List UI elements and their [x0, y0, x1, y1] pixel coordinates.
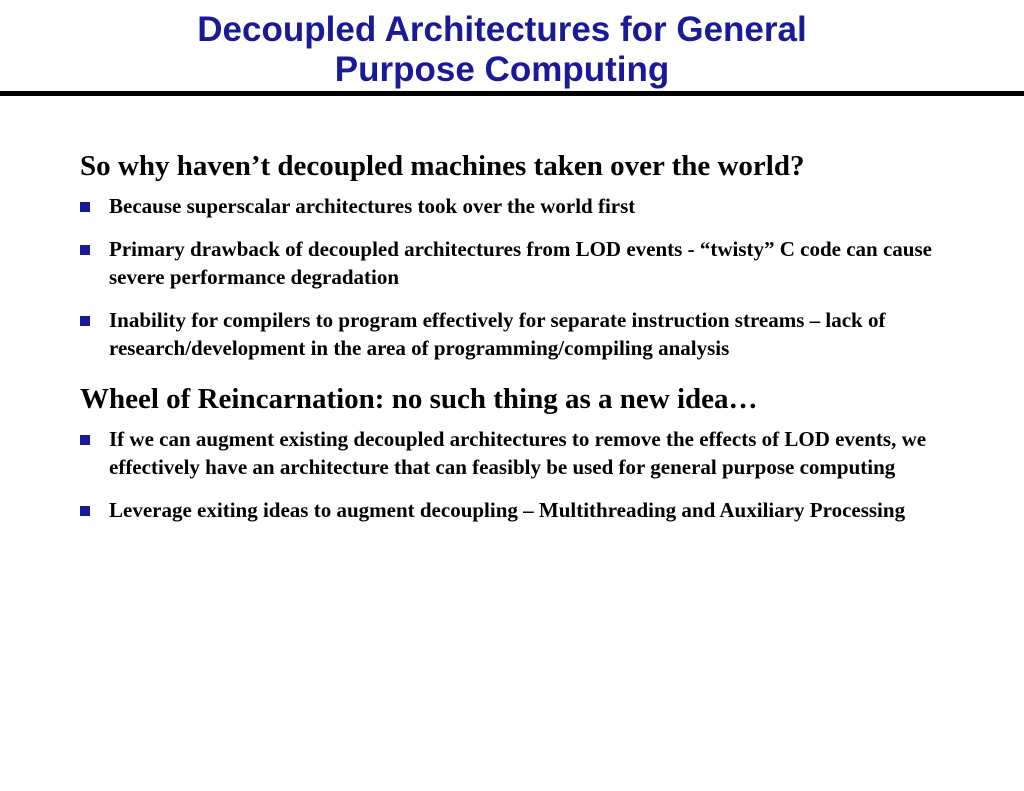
slide-title: [0, 10, 1004, 90]
bullet-text: Primary drawback of decoupled architectures from LOD events - “twisty” C code can cause severe performance degradation: [109, 237, 932, 289]
bullet-item: [80, 496, 980, 524]
bullet-item: [80, 306, 980, 362]
section-why-not-decoupled: [80, 144, 980, 362]
square-bullet-icon: [80, 435, 90, 445]
bullet-item: [80, 192, 980, 220]
bullet-text: Because superscalar architectures took over the world first: [109, 194, 636, 218]
section-wheel-of-reincarnation: [80, 377, 980, 524]
bullet-text: Inability for compilers to program effectively for separate instruction streams – lack of research/development in the area of programming/compiling analysis: [109, 308, 886, 360]
section-heading: Wheel of Reincarnation: no such thing as a new idea…: [80, 383, 758, 415]
slide-title-line-1: Decoupled Architectures for General: [197, 10, 807, 49]
square-bullet-icon: [80, 506, 90, 516]
title-divider: [0, 91, 1024, 96]
bullet-item: [80, 425, 980, 481]
square-bullet-icon: [80, 245, 90, 255]
bullet-item: [80, 235, 980, 291]
square-bullet-icon: [80, 316, 90, 326]
slide-title-line-2: Purpose Computing: [334, 50, 670, 89]
square-bullet-icon: [80, 202, 90, 212]
slide-body: [80, 144, 980, 539]
bullet-text: If we can augment existing decoupled architectures to remove the effects of LOD events, we effectively have an architecture that can feasibly be used for general purpose computing: [109, 427, 927, 479]
bullet-text: Leverage exiting ideas to augment decoupling – Multithreading and Auxiliary Processing: [109, 498, 906, 522]
section-heading: So why haven’t decoupled machines taken over the world?: [80, 150, 805, 182]
